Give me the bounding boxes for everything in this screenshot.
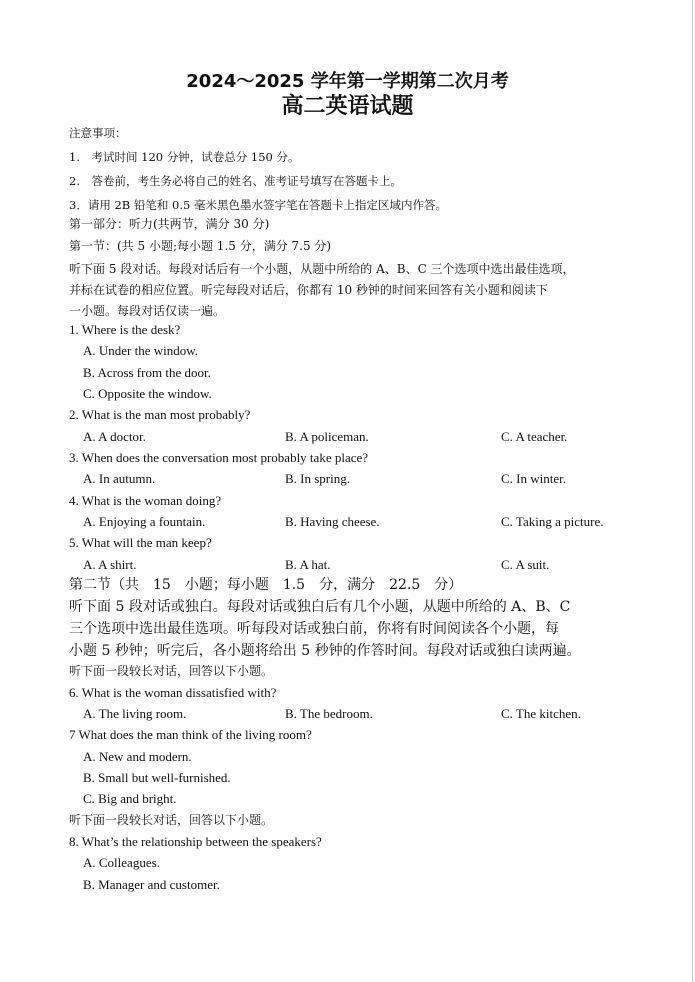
option-c: C. The kitchen.: [501, 706, 581, 721]
option-c: C. A suit.: [501, 557, 550, 572]
question-stem: 6. What is the woman dissatisfied with?: [69, 685, 277, 700]
question-stem: 5. What will the man keep?: [69, 535, 212, 550]
exam-title: 2024～2025 学年第一学期第二次月考: [186, 71, 509, 92]
option-a: A. In autumn.: [83, 471, 156, 486]
question-stem: 3. When does the conversation most probably take place?: [69, 450, 369, 465]
option-a: A. The living room.: [83, 706, 187, 721]
option-c: C. Opposite the window.: [83, 386, 212, 401]
question-stem: 8. What’s the relationship between the speakers?: [69, 834, 322, 849]
page-edge-divider: [692, 0, 693, 982]
option-b: B. A policeman.: [285, 429, 369, 444]
option-c: C. Big and bright.: [83, 791, 177, 806]
section1-instructions: 并标在试卷的相应位置。听完每段对话后，你都有 10 秒钟的时间来回答有关小题和阅读下: [69, 283, 548, 297]
option-b: B. Manager and customer.: [83, 877, 220, 892]
option-c: C. Taking a picture.: [501, 514, 604, 529]
option-c: C. In winter.: [501, 471, 566, 486]
option-a: A. A doctor.: [83, 429, 146, 444]
note-item: 1. 考试时间 120 分钟，试卷总分 150 分。: [69, 150, 300, 164]
question-stem: 2. What is the man most probably?: [69, 407, 251, 422]
section2-instructions: 三个选项中选出最佳选项。听每段对话或独白前，你将有时间阅读各个小题，每: [69, 621, 559, 637]
option-a: A. Under the window.: [83, 343, 199, 358]
notes-heading: 注意事项：: [69, 126, 127, 140]
section1-heading: 第一节：(共 5 小题;每小题 1.5 分，满分 7.5 分): [69, 239, 332, 253]
exam-subtitle: 高二英语试题: [281, 94, 414, 119]
section2-instructions: 小题 5 秒钟；听完后，各小题将给出 5 秒钟的作答时间。每段对话或独白读两遍。: [69, 643, 581, 659]
option-a: A. A shirt.: [83, 557, 137, 572]
question-stem: 1. Where is the desk?: [69, 322, 181, 337]
dialogue-note: 听下面一段较长对话，回答以下小题。: [69, 813, 274, 827]
option-b: B. In spring.: [285, 471, 350, 486]
part1-heading: 第一部分：听力(共两节，满分 30 分): [69, 217, 270, 231]
section1-instructions: 听下面 5 段对话。每段对话后有一个小题，从题中所给的 A、B、C 三个选项中选出最佳选项，: [69, 262, 575, 276]
question-stem: 7 What does the man think of the living room?: [69, 727, 312, 742]
question-stem: 4. What is the woman doing?: [69, 493, 222, 508]
option-c: C. A teacher.: [501, 429, 568, 444]
section2-instructions: 听下面 5 段对话或独白。每段对话或独白后有几个小题，从题中所给的 A、B、C: [69, 599, 571, 615]
section1-instructions: 一小题。每段对话仅读一遍。: [69, 304, 226, 318]
option-b: B. The bedroom.: [285, 706, 373, 721]
dialogue-note: 听下面一段较长对话，回答以下小题。: [69, 664, 274, 678]
note-item: 3．请用 2B 铅笔和 0.5 毫米黑色墨水签字笔在答题卡上指定区域内作答。: [69, 198, 447, 212]
section2-heading: 第二节（共 15 小题；每小题 1.5 分，满分 22.5 分）: [69, 577, 463, 593]
note-item: 2. 答卷前，考生务必将自己的姓名、准考证号填写在答题卡上。: [69, 174, 402, 188]
option-a: A. New and modern.: [83, 749, 192, 764]
option-b: B. A hat.: [285, 557, 331, 572]
option-a: A. Enjoying a fountain.: [83, 514, 206, 529]
option-b: B. Across from the door.: [83, 365, 211, 380]
option-a: A. Colleagues.: [83, 855, 160, 870]
option-b: B. Having cheese.: [285, 514, 380, 529]
option-b: B. Small but well-furnished.: [83, 770, 231, 785]
